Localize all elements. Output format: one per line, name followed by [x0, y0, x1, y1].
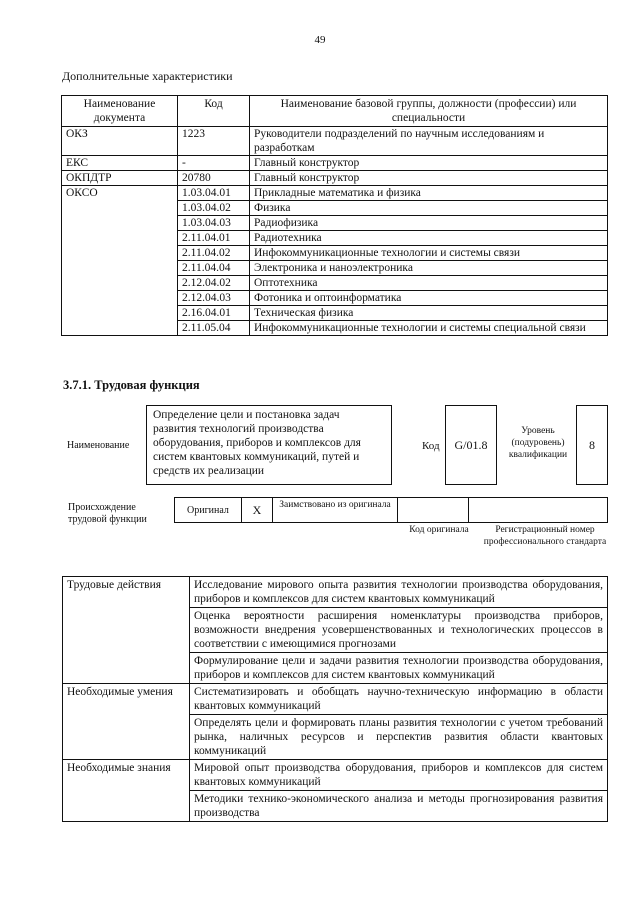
name-cell: Фотоника и оптоинформатика: [250, 291, 608, 306]
code-cell: 2.12.04.03: [178, 291, 250, 306]
name-cell: Физика: [250, 201, 608, 216]
item-cell: Определять цели и формировать планы развития технологии с учетом требований рынка, наличных ресурсов и перспектив развития области квантовых коммуникаций: [190, 715, 608, 760]
code-label: Код: [422, 440, 440, 452]
divider: [468, 498, 469, 522]
okso-label: ОКСО: [62, 186, 178, 336]
table-row: [63, 760, 608, 791]
header-doc: Наименование документа: [62, 96, 178, 127]
item-cell: Формулирование цели и задачи развития технологии производства оборудования, приборов и комплексов для систем квантовых коммуникаций: [190, 653, 608, 684]
category-cell: Необходимые знания: [63, 760, 190, 822]
classifier-header-row: [62, 96, 608, 127]
code-cell: 1.03.04.01: [178, 186, 250, 201]
page-number: 49: [314, 34, 326, 46]
level-value: 8: [576, 405, 608, 485]
level-label: Уровень (подуровень) квалификации: [508, 426, 568, 460]
doc-cell: ЕКС: [62, 156, 178, 171]
name-label: Наименование: [67, 440, 130, 451]
code-cell: 2.11.04.04: [178, 261, 250, 276]
table-row: [62, 186, 608, 201]
original-mark: X: [241, 498, 273, 522]
name-cell: Техническая физика: [250, 306, 608, 321]
table-row: [62, 156, 608, 171]
function-heading: 3.7.1. Трудовая функция: [63, 378, 200, 392]
code-cell: 1.03.04.03: [178, 216, 250, 231]
name-cell: Инфокоммуникационные технологии и системы специальной связи: [250, 321, 608, 336]
classifier-table: [61, 95, 608, 336]
header-name: Наименование базовой группы, должности (профессии) или специальности: [250, 96, 608, 127]
code-cell: 20780: [178, 171, 250, 186]
table-row: [62, 171, 608, 186]
function-name: Определение цели и постановка задач развития технологий производства оборудования, приборов и комплексов для систем квантовых коммуникаций, путей и средств их реализации: [146, 405, 392, 485]
category-cell: Трудовые действия: [63, 577, 190, 684]
item-cell: Исследование мирового опыта развития технологии производства оборудования, приборов и комплексов для систем квантовых коммуникаций: [190, 577, 608, 608]
original-label: Оригинал: [187, 505, 229, 516]
code-original-label: Код оригинала: [409, 525, 469, 535]
code-cell: 2.12.04.02: [178, 276, 250, 291]
table-row: [63, 684, 608, 715]
code-cell: 2.16.04.01: [178, 306, 250, 321]
doc-cell: ОКПДТР: [62, 171, 178, 186]
origin-row: [174, 497, 608, 523]
origin-label: Происхождение трудовой функции: [68, 502, 147, 525]
name-cell: Электроника и наноэлектроника: [250, 261, 608, 276]
name-cell: Инфокоммуникационные технологии и системы связи: [250, 246, 608, 261]
code-cell: 1.03.04.02: [178, 201, 250, 216]
category-cell: Необходимые умения: [63, 684, 190, 760]
code-cell: 2.11.04.02: [178, 246, 250, 261]
name-cell: Радиофизика: [250, 216, 608, 231]
code-cell: -: [178, 156, 250, 171]
item-cell: Систематизировать и обобщать научно-техническую информацию в области квантовых коммуникаций: [190, 684, 608, 715]
code-cell: 2.11.05.04: [178, 321, 250, 336]
table-row: [62, 127, 608, 156]
divider: [397, 498, 398, 522]
header-code: Код: [178, 96, 250, 127]
item-cell: Оценка вероятности расширения номенклатуры производства приборов, возможности внедрения усовершенствованных и технологических процессов в соответствии с имеющимися прогнозами: [190, 608, 608, 653]
item-cell: Методики технико-экономического анализа и методы прогнозирования развития производства: [190, 791, 608, 822]
code-cell: 1223: [178, 127, 250, 156]
table-row: [63, 577, 608, 608]
name-cell: Радиотехника: [250, 231, 608, 246]
code-cell: 2.11.04.01: [178, 231, 250, 246]
function-code: G/01.8: [445, 405, 497, 485]
details-table: [62, 576, 608, 822]
borrowed-label: Заимствовано из оригинала: [279, 500, 391, 510]
name-cell: Главный конструктор: [250, 171, 608, 186]
name-cell: Прикладные математика и физика: [250, 186, 608, 201]
name-cell: Руководители подразделений по научным исследованиям и разработкам: [250, 127, 608, 156]
item-cell: Мировой опыт производства оборудования, приборов и комплексов для систем квантовых коммуникаций: [190, 760, 608, 791]
name-cell: Оптотехника: [250, 276, 608, 291]
reg-number-label: Регистрационный номер профессионального стандарта: [483, 525, 607, 547]
extra-characteristics-title: Дополнительные характеристики: [62, 69, 233, 83]
doc-cell: ОКЗ: [62, 127, 178, 156]
name-cell: Главный конструктор: [250, 156, 608, 171]
